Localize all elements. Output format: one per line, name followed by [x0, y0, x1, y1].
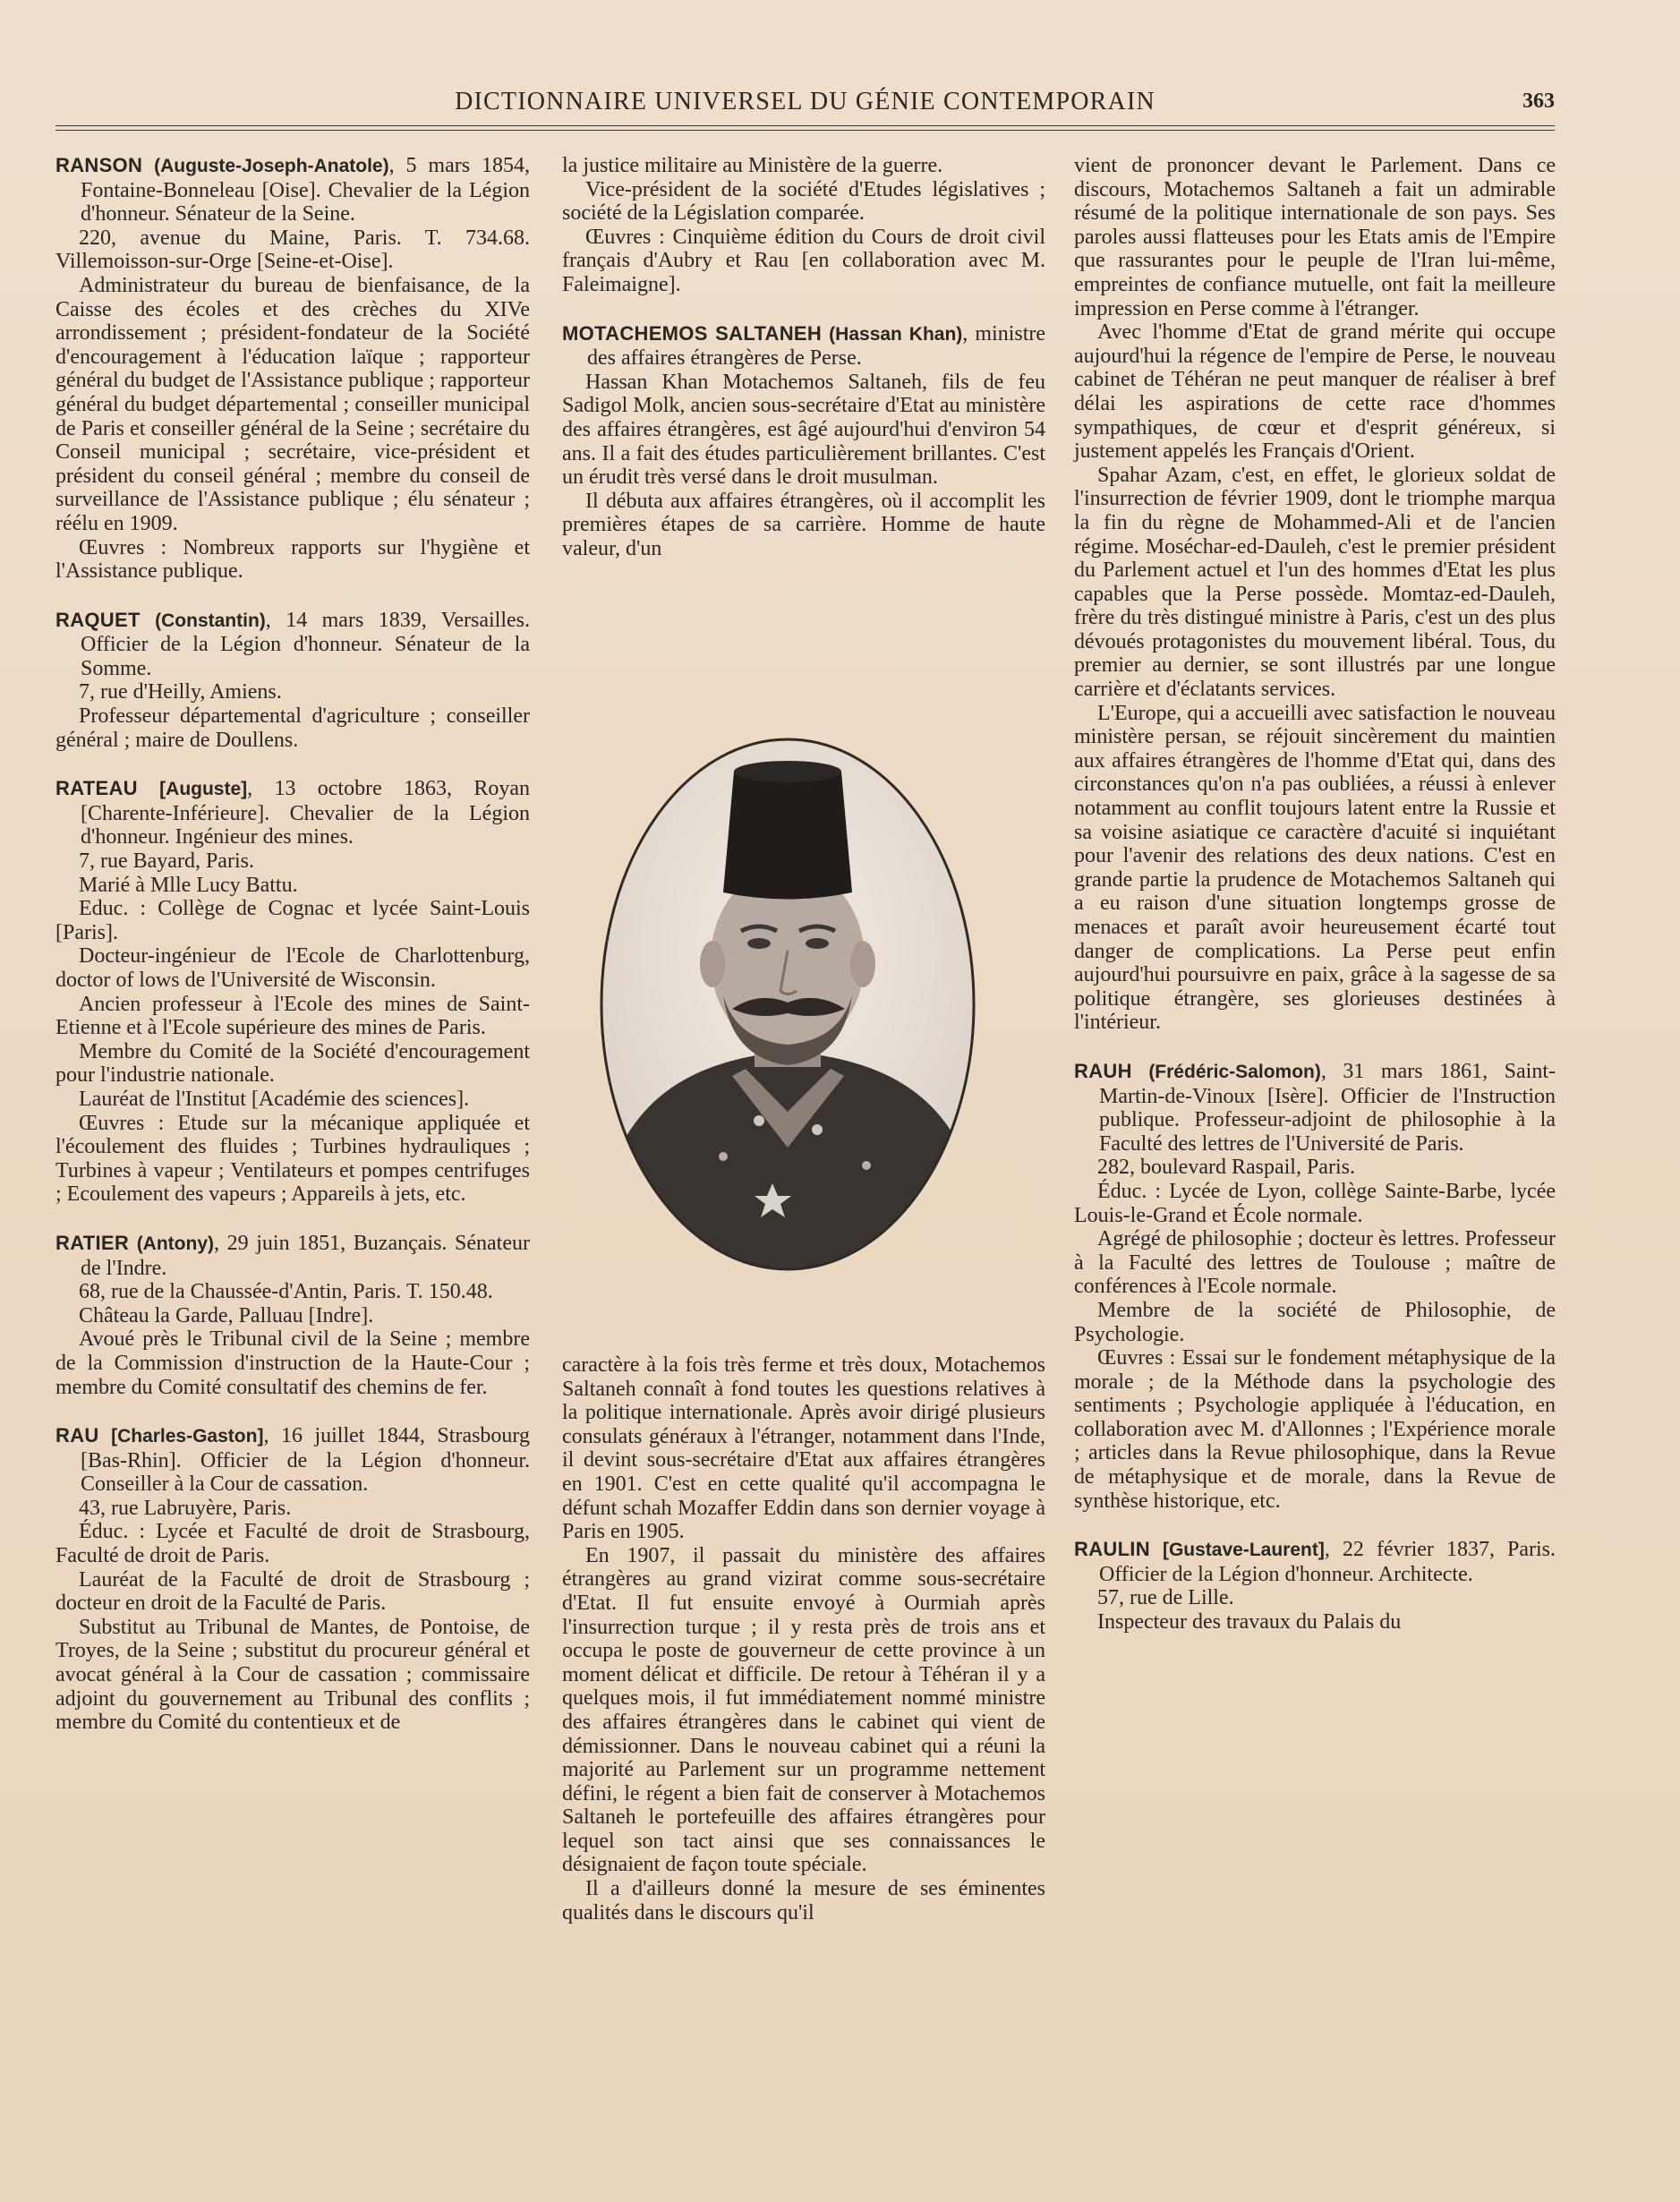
paragraph: Vice-président de la société d'Etudes législatives ; société de la Législation comparée. [562, 177, 1045, 226]
entry-text: , 14 mars 1839, Versailles. Officier de la Légion d'honneur. Sénateur de la Somme. [81, 608, 530, 680]
paragraph: Éduc. : Lycée et Faculté de droit de Strasbourg, Faculté de droit de Paris. [55, 1520, 530, 1568]
entry-name: RATEAU [55, 777, 138, 800]
entry-name: RATIER [55, 1231, 130, 1254]
entry-given-names: (Antony) [136, 1233, 214, 1254]
paragraph: Ancien professeur à l'Ecole des mines de Saint-Etienne et à l'Ecole supérieure des mines de Paris. [55, 992, 530, 1040]
entry-text: , 31 mars 1861, Saint-Martin-de-Vinoux [Isère]. Officier de l'Instruction publique. Professeur-adjoint de philosophie à la Faculté des lettres de l'Université de Paris. [1099, 1059, 1556, 1156]
paragraph: Marié à Mlle Lucy Battu. [79, 873, 298, 897]
paragraph: Il a d'ailleurs donné la mesure de ses éminentes qualités dans le discours qu'il [562, 1877, 1045, 1925]
portrait-photo [598, 736, 977, 1273]
paragraph: Il débuta aux affaires étrangères, où il accomplit les premières étapes de sa carrière. Homme de haute valeur, d'un [562, 489, 1045, 560]
paragraph: Œuvres : Nombreux rapports sur l'hygiène et l'Assistance publique. [55, 535, 530, 584]
column-right [1074, 154, 1556, 1634]
header-rule [55, 125, 1555, 126]
paragraph: Membre de la société de Philosophie, de Psychologie. [1074, 1298, 1556, 1346]
paragraph: Docteur-ingénieur de l'Ecole de Charlottenburg, doctor of lows de l'Université de Wisconsin. [55, 944, 530, 992]
entry-given-names: [Charles-Gaston] [111, 1426, 264, 1447]
entry-name: RAULIN [1074, 1538, 1150, 1561]
column-left [55, 154, 530, 1735]
column-middle [562, 154, 1045, 561]
paragraph: 220, avenue du Maine, Paris. T. 734.68. Villemoisson-sur-Orge [Seine-et-Oise]. [55, 226, 530, 274]
running-header [55, 79, 1555, 134]
entry-rauh [1074, 1060, 1556, 1156]
paragraph: 7, rue Bayard, Paris. [79, 849, 254, 874]
entry-given-names: [Auguste] [159, 779, 248, 800]
entry-text: , 22 février 1837, Paris. Officier de la Légion d'honneur. Architecte. [1099, 1538, 1556, 1586]
paragraph: 43, rue Labruyère, Paris. [79, 1496, 292, 1520]
paragraph: Lauréat de l'Institut [Académie des sciences]. [79, 1087, 470, 1111]
entry-text: , ministre des affaires étrangères de Perse. [587, 321, 1046, 371]
paragraph: Œuvres : Etude sur la mécanique appliquée et l'écoulement des fluides ; Turbines hydrauliques ; Turbines à vapeur ; Ventilateurs et pompes centrifuges ; Ecoulement des vapeurs ; Appareils à jets, etc. [55, 1111, 530, 1207]
paragraph: 57, rue de Lille. [1097, 1586, 1234, 1610]
paragraph: Inspecteur des travaux du Palais du [1097, 1610, 1402, 1634]
paragraph: Substitut au Tribunal de Mantes, de Pontoise, de Troyes, de la Seine ; substitut du procureur général et avocat général à la Cour de cassation ; commissaire adjoint du gouvernement au Tribunal des conflits ; membre du Comité du contentieux et de [55, 1615, 530, 1735]
entry-raulin [1074, 1538, 1556, 1586]
paragraph: Educ. : Collège de Cognac et lycée Saint-Louis [Paris]. [55, 897, 530, 944]
paragraph: Spahar Azam, c'est, en effet, le glorieux soldat de l'insurrection de février 1909, dont le triomphe marqua la fin du règne de Mohammed-Ali et de l'ancien régime. Moséchar-ed-Dauleh, c'est le premier président du Parlement actuel et l'un des hommes d'Etat les plus capables que la Perse possède. Momtaz-ed-Dauleh, frère du très distingué ministre à Paris, c'est un des plus dévoués protagonistes du mouvement libéral. Tous, du premier au dernier, se sont illustrés par une longue carrière et d'éclatants services. [1074, 463, 1556, 702]
entry-ratier [55, 1232, 530, 1280]
page-number: 363 [1522, 90, 1555, 113]
entry-given-names: (Hassan Khan) [829, 323, 963, 345]
entry-text: , 5 mars 1854, Fontaine-Bonneleau [Oise]. Chevalier de la Légion d'honneur. Sénateur de la Seine. [81, 154, 531, 226]
header-rule-thin [55, 130, 1555, 131]
paragraph: En 1907, il passait du ministère des affaires étrangères au grand vizirat comme sous-secrétaire d'Etat. Il fut ensuite envoyé à Ourmiah après l'insurrection turque ; il y resta près de trois ans et occupa le poste de gouverneur de cette province à un moment délicat et difficile. De retour à Téhéran il y a quelques mois, il fut immédiatement nommé ministre des affaires étrangères dans le cabinet qui vient de démissionner. Dans le nouveau cabinet qui a réuni la majorité au Parlement sur un programme nettement défini, le régent a bien fait de conserver à Motachemos Saltaneh le portefeuille des affaires étrangères pour lequel son tact ainsi que ses connaissances le désignaient de façon toute spéciale. [562, 1543, 1045, 1877]
paragraph-continued: vient de prononcer devant le Parlement. Dans ce discours, Motachemos Saltaneh a fait un admirable résumé de la politique internationale de son pays. Ses paroles aussi flatteuses pour les Etats amis de l'Empire que rassurantes pour le peuple de l'Iran lui-même, empreintes de confiance mutuelle, ont fait la meilleure impression en Perse comme à l'étranger. [1074, 154, 1556, 320]
running-title: DICTIONNAIRE UNIVERSEL DU GÉNIE CONTEMPORAIN [455, 88, 1156, 115]
entry-given-names: (Constantin) [155, 610, 266, 631]
entry-raquet [55, 609, 530, 681]
paragraph: Avec l'homme d'Etat de grand mérite qui occupe aujourd'hui la régence de l'empire de Perse, le nouveau cabinet de Téhéran ne peut manquer de réaliser à bref délai les aspirations de cette race d'hommes sympathiques, de cœur et d'esprit généreux, si justement appelés les Français d'Orient. [1074, 320, 1556, 464]
entry-motachemos [562, 322, 1045, 371]
paragraph: Œuvres : Essai sur le fondement métaphysique de la morale ; de la Méthode dans la psychologie des sentiments ; Psychologie appliquée à l'éducation, en collaboration avec M. d'Allonnes ; l'Expérience morale ; articles dans la Revue philosophique, dans la Revue de métaphysique et de morale, dans la Revue de synthèse historique, etc. [1074, 1346, 1556, 1513]
entry-text: , 13 octobre 1863, Royan [Charente-Inférieure]. Chevalier de la Légion d'honneur. Ingénieur des mines. [81, 777, 531, 849]
entry-ranson [55, 154, 530, 226]
entry-given-names: (Frédéric-Salomon) [1148, 1061, 1321, 1082]
paragraph: Professeur départemental d'agriculture ; conseiller général ; maire de Doullens. [55, 704, 530, 752]
paragraph: Administrateur du bureau de bienfaisance, de la Caisse des écoles et des crèches du XIVe arrondissement ; président-fondateur de la Société d'encouragement à l'éducation laïque ; rapporteur général du budget de l'Assistance publique ; rapporteur général du budget départemental ; conseiller municipal de Paris et conseiller général de la Seine ; secrétaire du Conseil municipal ; secrétaire, vice-président et président du conseil général ; membre du conseil de surveillance de l'Assistance publique ; élu sénateur ; réélu en 1909. [55, 273, 530, 535]
paragraph: Château la Garde, Palluau [Indre]. [79, 1303, 374, 1327]
paragraph-continued: la justice militaire au Ministère de la guerre. [562, 154, 943, 177]
paragraph: Œuvres : Cinquième édition du Cours de droit civil français d'Aubry et Rau [en collaboration avec M. Faleimaigne]. [562, 225, 1045, 296]
entry-rateau [55, 777, 530, 849]
entry-name: RAU [55, 1424, 99, 1447]
entry-text: , 29 juin 1851, Buzançais. Sénateur de l'Indre. [81, 1231, 530, 1280]
paragraph: 282, boulevard Raspail, Paris. [1097, 1156, 1355, 1180]
entry-name: RAQUET [55, 608, 141, 631]
paragraph: Lauréat de la Faculté de droit de Strasbourg ; docteur en droit de la Faculté de Paris. [55, 1567, 530, 1616]
entry-text: , 16 juillet 1844, Strasbourg [Bas-Rhin]. Officier de la Légion d'honneur. Conseiller à la Cour de cassation. [81, 1424, 530, 1497]
entry-given-names: [Gustave-Laurent] [1162, 1540, 1325, 1561]
paragraph: Éduc. : Lycée de Lyon, collège Sainte-Barbe, lycée Louis-le-Grand et École normale. [1074, 1179, 1556, 1227]
paragraph: L'Europe, qui a accueilli avec satisfaction le nouveau ministère persan, se réjouit sincèrement du maintien aux affaires étrangères de l'homme d'Etat qui, dans des circonstances qu'on n'a pas oubliées, a réussi à enlever notamment au conflit toujours latent entre la Russie et sa voisine asiatique ce caractère d'acuité si inquiétant pour l'avenir des relations des deux nations. C'est en grande partie la prudence de Motachemos Saltaneh qui a eu raison d'une situation longtemps grosse de menaces et paraît avoir heureusement écarté tout danger de complications. La Perse peut enfin aujourd'hui poursuivre en paix, grâce à la sagesse de sa politique étrangère, ses glorieuses destinées à l'intérieur. [1074, 701, 1556, 1035]
paragraph: Agrégé de philosophie ; docteur ès lettres. Professeur à la Faculté des lettres de Toulouse ; maître de conférences à l'Ecole normale. [1074, 1227, 1556, 1299]
paragraph: 68, rue de la Chaussée-d'Antin, Paris. T. 150.48. [79, 1280, 493, 1304]
entry-rau [55, 1424, 530, 1497]
paragraph-continued: caractère à la fois très ferme et très doux, Motachemos Saltaneh connaît à fond toutes les questions relatives à la politique internationale. Après avoir dirigé plusieurs consulats généraux à l'étranger, notamment dans l'Inde, il devint sous-secrétaire d'Etat aux affaires étrangères en 1901. C'est en cette qualité qu'il accompagna le défunt schah Mozaffer Eddin dans son dernier voyage à Paris en 1905. [562, 1353, 1045, 1544]
entry-given-names: (Auguste-Joseph-Anatole) [154, 156, 389, 176]
entry-name: MOTACHEMOS SALTANEH [562, 321, 823, 345]
paragraph: Membre du Comité de la Société d'encouragement pour l'industrie nationale. [55, 1039, 530, 1088]
entry-name: RANSON [55, 154, 143, 176]
entry-name: RAUH [1074, 1059, 1132, 1082]
paragraph: 7, rue d'Heilly, Amiens. [79, 680, 282, 704]
paragraph: Avoué près le Tribunal civil de la Seine ; membre de la Commission d'instruction de la Haute-Cour ; membre du Comité consultatif des chemins de fer. [55, 1327, 530, 1399]
paragraph: Hassan Khan Motachemos Saltaneh, fils de feu Sadigol Molk, ancien sous-secrétaire d'Etat au ministère des affaires étrangères, est âgé aujourd'hui d'environ 54 ans. Il a fait des études particulièrement brillantes. C'est un érudit très versé dans le droit musulman. [562, 370, 1045, 490]
column-middle-lower [562, 1353, 1045, 1925]
